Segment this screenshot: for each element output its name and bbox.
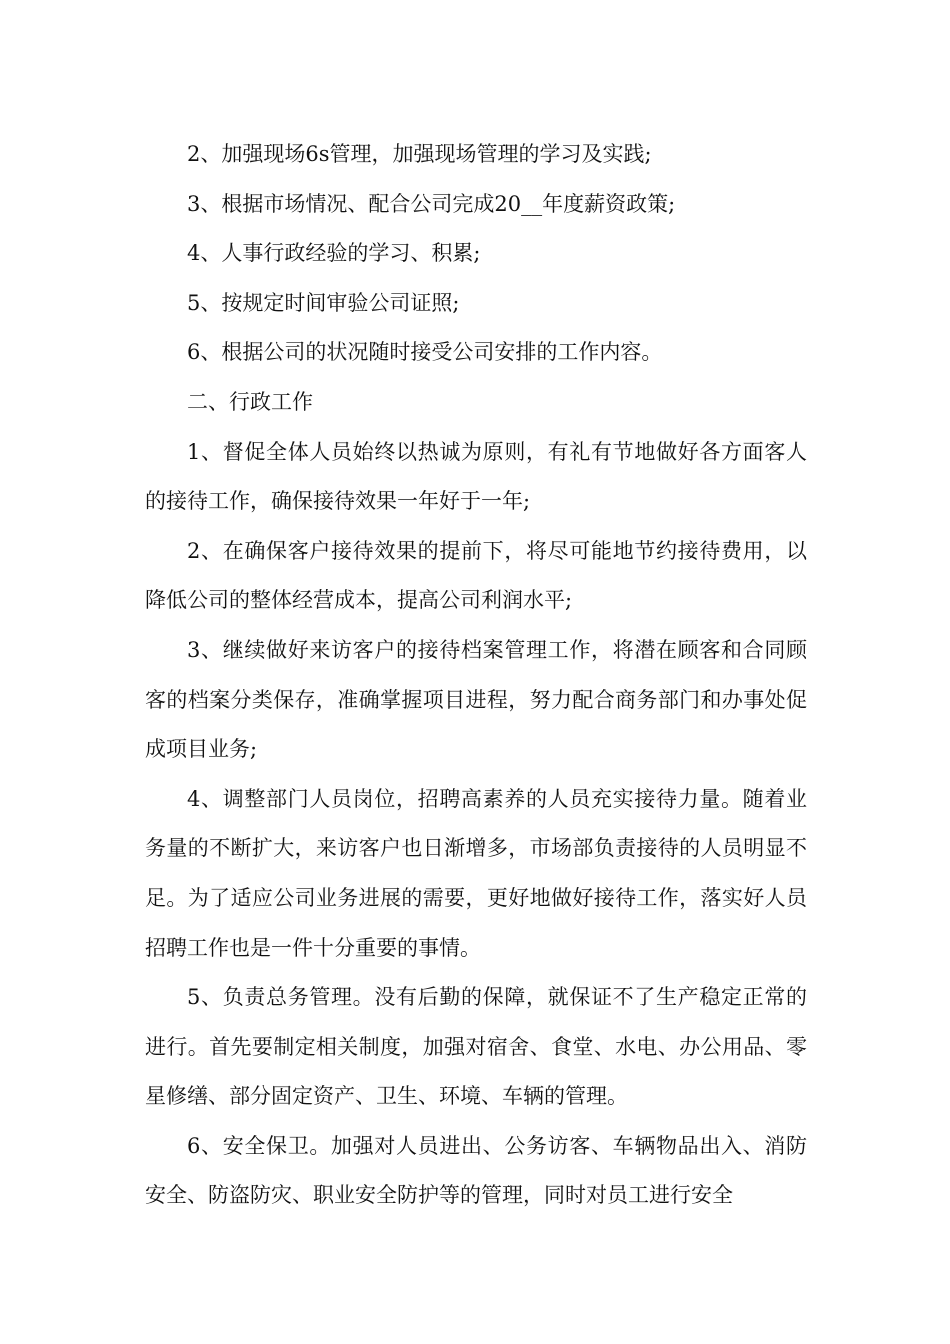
paragraph-admin-item-5: 5、负责总务管理。没有后勤的保障，就保证不了生产稳定正常的进行。首先要制定相关制度，加强对宿舍、食堂、水电、办公用品、零星修缮、部分固定资产、卫生、环境、车辆的管理。 [145, 985, 807, 1109]
section-heading-admin: 二、行政工作 [187, 389, 313, 414]
paragraph-hr-item-5: 5、按规定时间审验公司证照; [187, 290, 460, 315]
paragraph-admin-item-3: 3、继续做好来访客户的接待档案管理工作，将潜在顾客和合同顾客的档案分类保存，准确掌握项目进程，努力配合商务部门和办事处促成项目业务; [145, 637, 807, 762]
paragraph-admin-item-4: 4、调整部门人员岗位，招聘高素养的人员充实接待力量。随着业务量的不断扩大，来访客户也日渐增多，市场部负责接待的人员明显不足。为了适应公司业务进展的需要，更好地做好接待工作，落实好人员招聘工作也是一件十分重要的事情。 [145, 786, 807, 960]
paragraph-admin-item-6: 6、安全保卫。加强对人员进出、公务访客、车辆物品出入、消防安全、防盗防灾、职业安全防护等的管理，同时对员工进行安全 [145, 1133, 807, 1208]
document-body [145, 130, 807, 1221]
paragraph-hr-item-4: 4、人事行政经验的学习、积累; [187, 241, 481, 266]
paragraph-admin-item-1: 1、督促全体人员始终以热诚为原则，有礼有节地做好各方面客人的接待工作，确保接待效果一年好于一年; [145, 439, 807, 514]
paragraph-admin-item-2: 2、在确保客户接待效果的提前下，将尽可能地节约接待费用，以降低公司的整体经营成本，提高公司利润水平; [145, 538, 807, 613]
paragraph-hr-item-3: 3、根据市场情况、配合公司完成20__年度薪资政策; [187, 191, 676, 216]
paragraph-hr-item-6: 6、根据公司的状况随时接受公司安排的工作内容。 [187, 340, 663, 365]
paragraph-hr-item-2: 2、加强现场6s管理，加强现场管理的学习及实践; [187, 142, 652, 166]
